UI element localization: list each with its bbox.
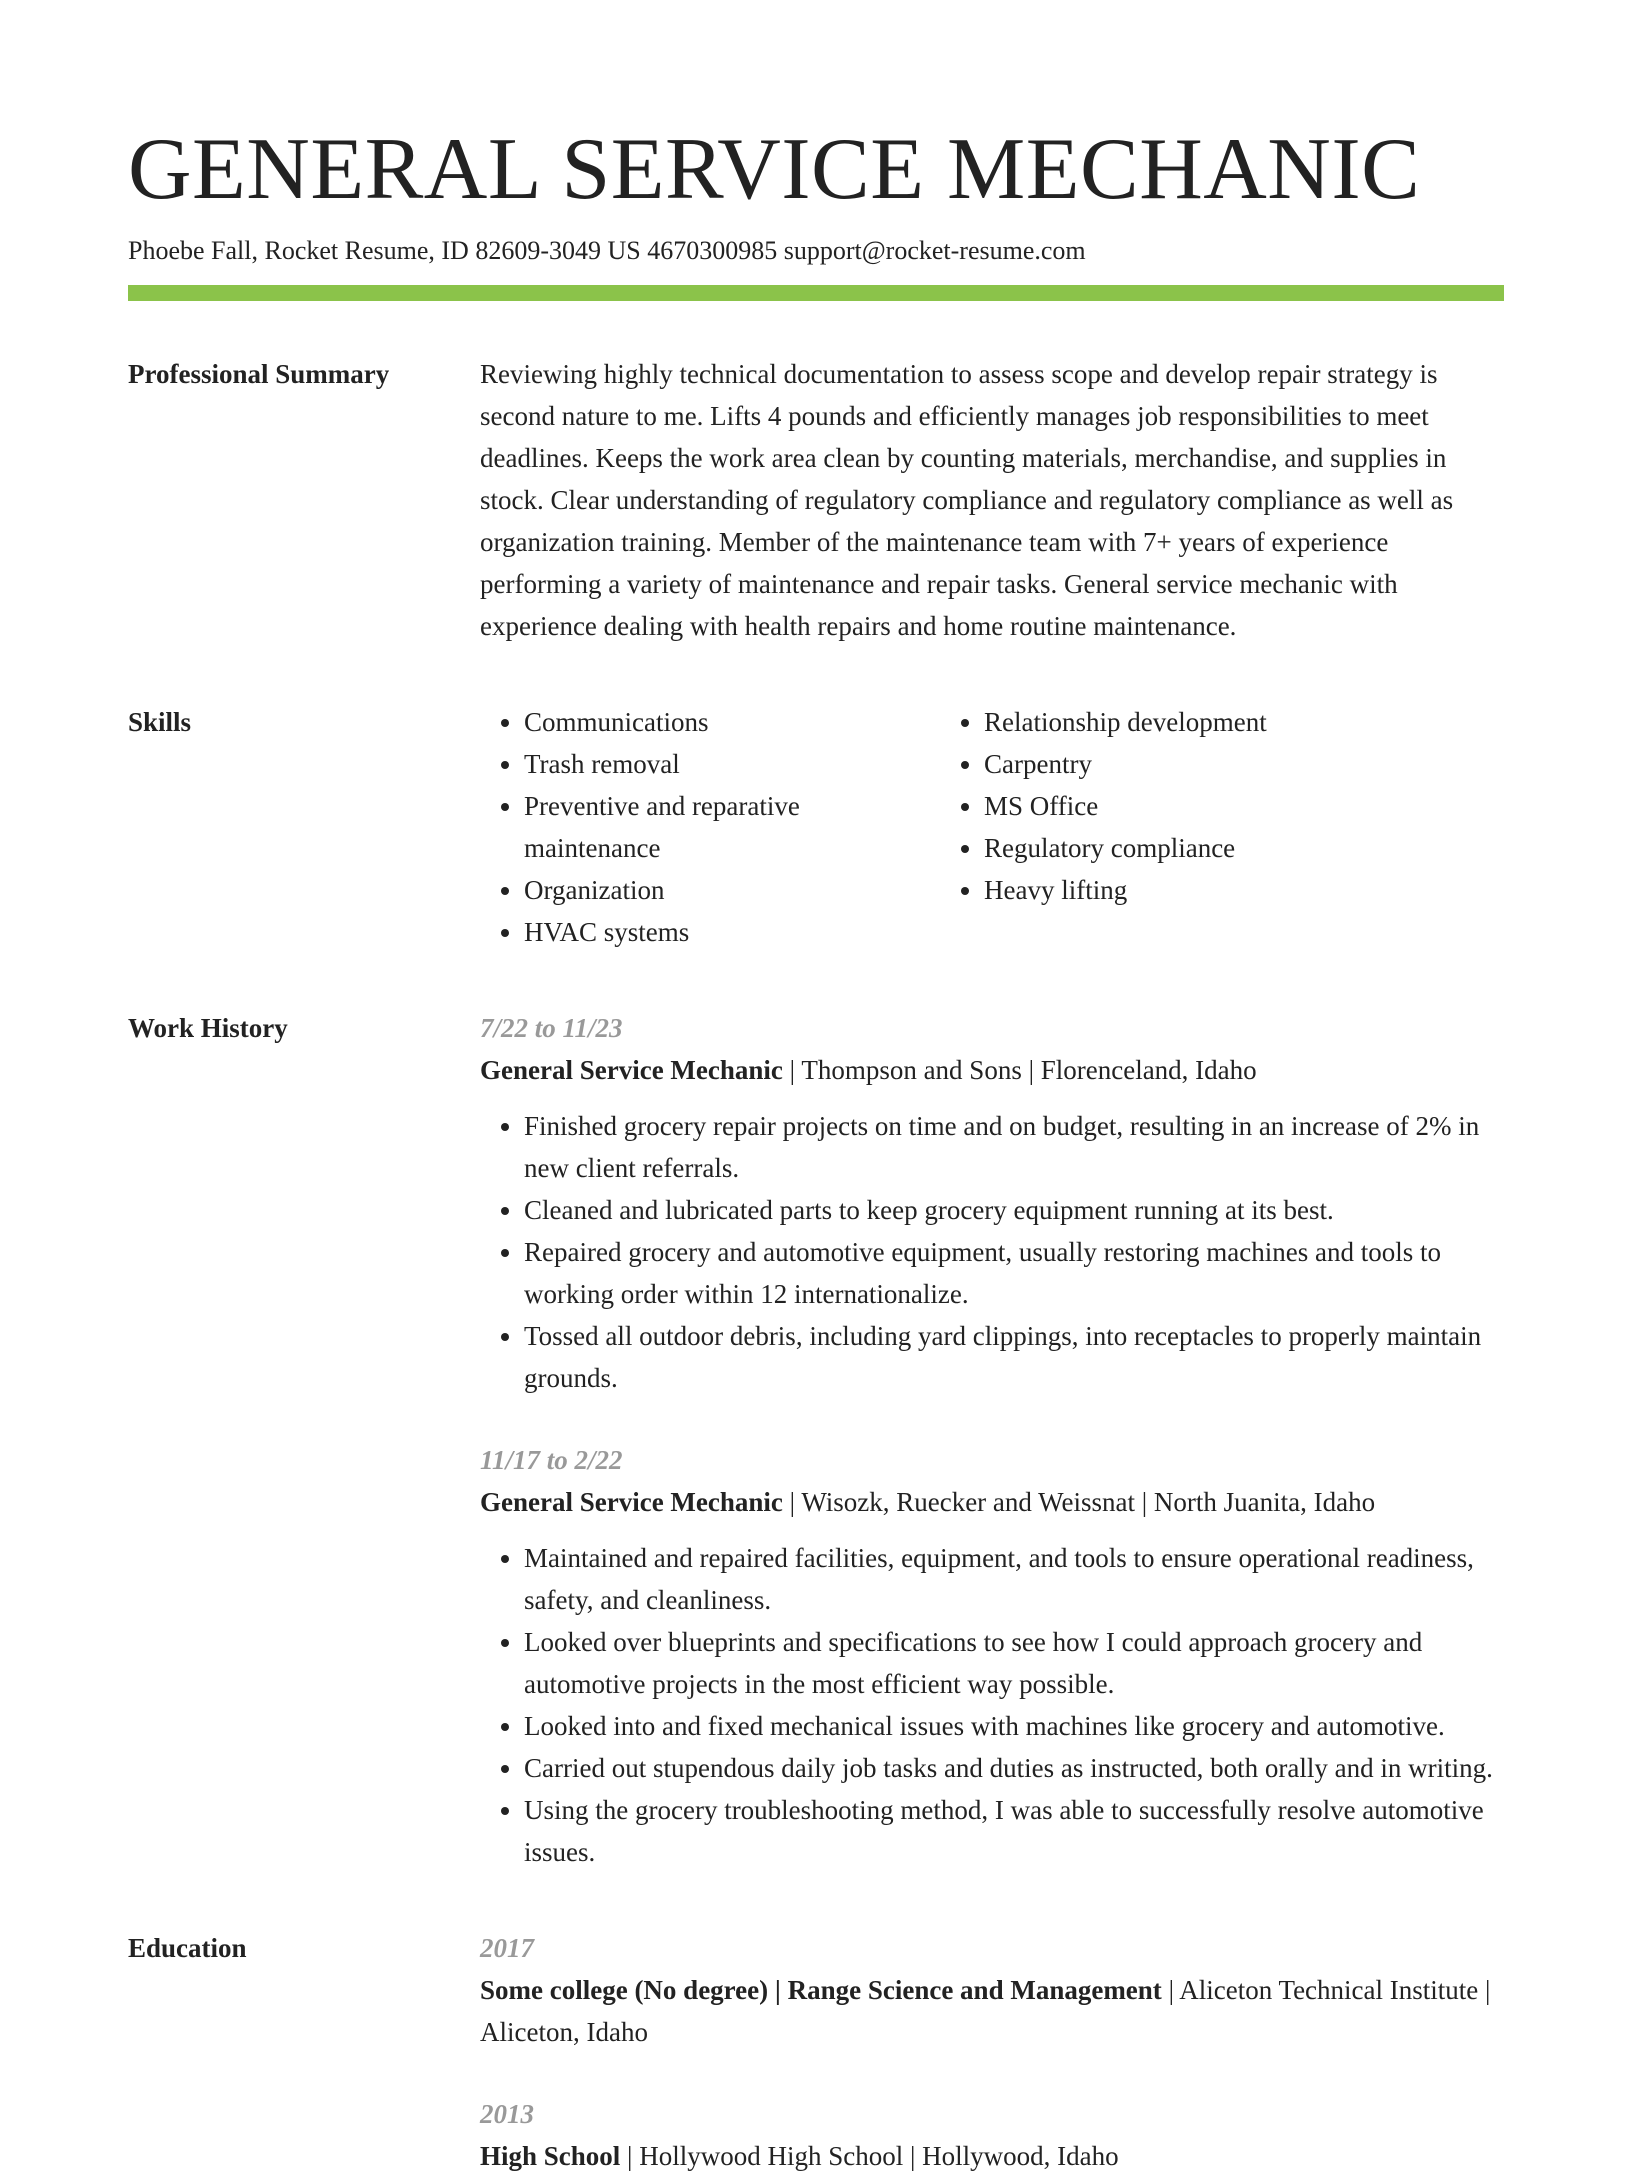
job-title: General Service Mechanic	[480, 1487, 783, 1517]
education-body	[480, 1927, 1504, 2177]
resume-page	[128, 0, 1504, 2177]
header-divider	[128, 285, 1504, 301]
job-bullet: • Looked over blueprints and specifications to see how I could approach grocery and automotive projects in the most efficient way possible.	[524, 1621, 1504, 1705]
skill-item: • Regulatory compliance	[984, 827, 1504, 869]
job-heading	[480, 1481, 1504, 1523]
summary-text: Reviewing highly technical documentation to assess scope and develop repair strategy is second nature to me. Lifts 4 pounds and efficiently manages job responsibilities to meet deadlines. Keeps the work area clean by counting materials, merchandise, and supplies in stock. Clear understanding of regulatory compliance and regulatory compliance as well as organization training. Member of the maintenance team with 7+ years of experience performing a variety of maintenance and repair tasks. General service mechanic with experience dealing with health repairs and home routine maintenance.	[480, 359, 1454, 641]
skill-item: • Carpentry	[984, 743, 1504, 785]
job-entry	[480, 1007, 1504, 1399]
job-employer: | Wisozk, Ruecker and Weissnat | North Juanita, Idaho	[782, 1487, 1376, 1517]
education-date: 2013	[480, 2099, 534, 2129]
skill-item: • Communications	[524, 701, 940, 743]
job-bullet: • Repaired grocery and automotive equipment, usually restoring machines and tools to working order within 12 internationalize.	[524, 1231, 1504, 1315]
summary-label: Professional Summary	[128, 359, 390, 389]
job-dates: 7/22 to 11/23	[480, 1013, 623, 1043]
skills-column-1	[480, 701, 940, 953]
skill-item: • Relationship development	[984, 701, 1504, 743]
skill-item: • Trash removal	[524, 743, 940, 785]
education-date: 2017	[480, 1933, 534, 1963]
education-degree: Some college (No degree) | Range Science and Management	[480, 1975, 1162, 2005]
job-bullets	[480, 1105, 1504, 1399]
skills-column-2	[940, 701, 1504, 953]
job-bullet: • Looked into and fixed mechanical issues with machines like grocery and automotive.	[524, 1705, 1504, 1747]
skill-item: • Preventive and reparative maintenance	[524, 785, 940, 869]
skills-label: Skills	[128, 707, 192, 737]
job-bullet: • Finished grocery repair projects on time and on budget, resulting in an increase of 2% in new client referrals.	[524, 1105, 1504, 1189]
job-dates: 11/17 to 2/22	[480, 1445, 623, 1475]
job-bullet: • Cleaned and lubricated parts to keep grocery equipment running at its best.	[524, 1189, 1504, 1231]
skills-body	[480, 701, 1504, 953]
summary-section	[128, 353, 1504, 647]
job-employer: | Thompson and Sons | Florenceland, Idaho	[782, 1055, 1257, 1085]
contact-line: Phoebe Fall, Rocket Resume, ID 82609-3049 US 4670300985 support@rocket-resume.com	[128, 236, 1086, 265]
education-heading	[480, 1969, 1504, 2053]
education-entry	[480, 1927, 1504, 2053]
skill-item: • HVAC systems	[524, 911, 940, 953]
work-history-label: Work History	[128, 1013, 288, 1043]
education-entry	[480, 2093, 1504, 2177]
education-degree: High School	[480, 2141, 621, 2171]
education-school: | Hollywood High School | Hollywood, Idaho	[620, 2141, 1119, 2171]
skills-section	[128, 701, 1504, 953]
job-bullets	[480, 1537, 1504, 1873]
job-bullet: • Using the grocery troubleshooting method, I was able to successfully resolve automotive issues.	[524, 1789, 1504, 1873]
work-history-body	[480, 1007, 1504, 1873]
skill-item: • MS Office	[984, 785, 1504, 827]
education-school: | Aliceton Technical Institute | Aliceton, Idaho	[480, 1975, 1491, 2047]
job-bullet: • Maintained and repaired facilities, equipment, and tools to ensure operational readiness, safety, and cleanliness.	[524, 1537, 1504, 1621]
education-section	[128, 1927, 1504, 2177]
skill-item: • Heavy lifting	[984, 869, 1504, 911]
education-heading	[480, 2135, 1504, 2177]
job-title: General Service Mechanic	[480, 1055, 783, 1085]
summary-body	[480, 353, 1504, 647]
job-bullet: • Carried out stupendous daily job tasks and duties as instructed, both orally and in writing.	[524, 1747, 1504, 1789]
skill-item: • Organization	[524, 869, 940, 911]
job-bullet: • Tossed all outdoor debris, including yard clippings, into receptacles to properly maintain grounds.	[524, 1315, 1504, 1399]
work-history-section	[128, 1007, 1504, 1873]
education-label: Education	[128, 1933, 247, 1963]
job-entry	[480, 1439, 1504, 1873]
resume-title: GENERAL SERVICE MECHANIC	[128, 121, 1421, 218]
job-heading	[480, 1049, 1504, 1091]
